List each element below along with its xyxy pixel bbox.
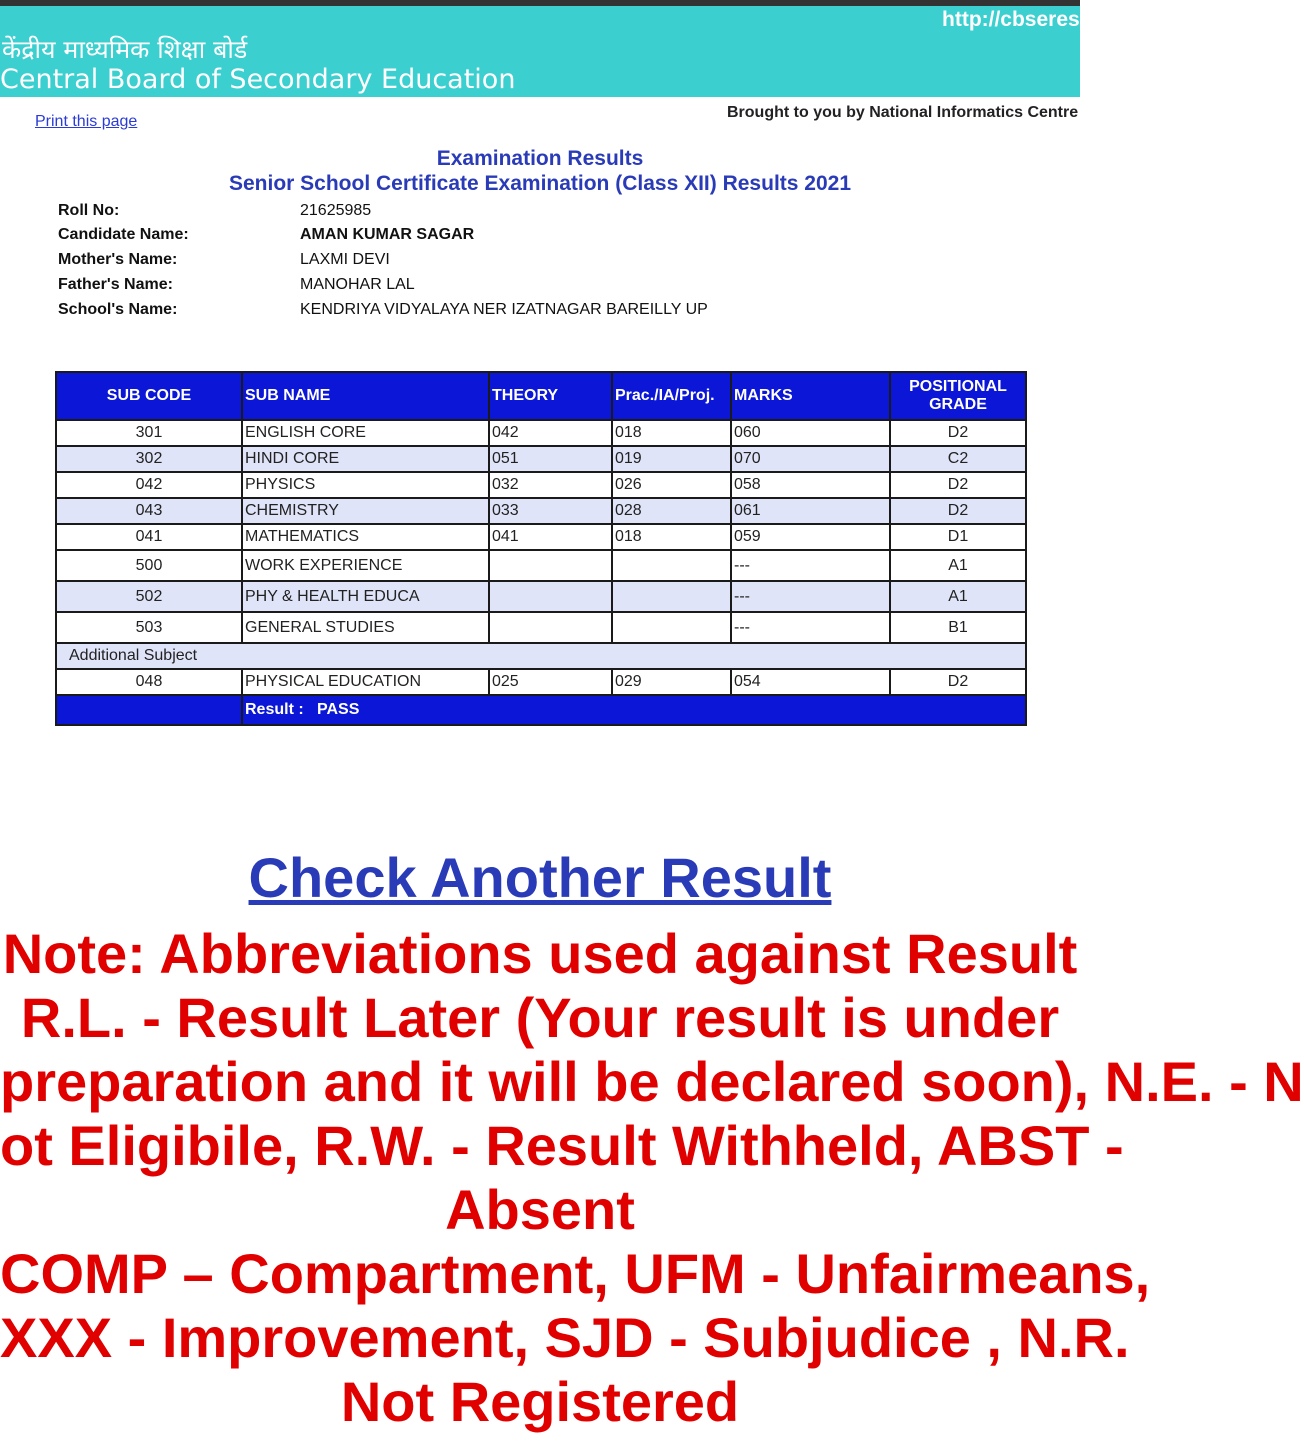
mother-name-value: LAXMI DEVI bbox=[300, 251, 390, 268]
sub-name: ENGLISH CORE bbox=[242, 420, 489, 446]
sub-code: 042 bbox=[56, 472, 242, 498]
sub-name: GENERAL STUDIES bbox=[242, 612, 489, 643]
table-row bbox=[56, 498, 1026, 524]
prac-marks: 028 bbox=[612, 498, 731, 524]
table-row bbox=[56, 472, 1026, 498]
total-marks: 054 bbox=[731, 669, 890, 695]
table-row bbox=[56, 612, 1026, 643]
header-sub-code: SUB CODE bbox=[56, 372, 242, 420]
candidate-name-value: AMAN KUMAR SAGAR bbox=[300, 226, 475, 243]
table-row bbox=[56, 581, 1026, 612]
additional-subject-label: Additional Subject bbox=[56, 643, 1026, 669]
sub-code: 302 bbox=[56, 446, 242, 472]
note-line: preparation and it will be declared soon), N.E. - N bbox=[0, 1050, 1304, 1113]
sub-code: 041 bbox=[56, 524, 242, 550]
brought-by-text: Brought to you by National Informatics Centre bbox=[727, 104, 1079, 121]
grade: A1 bbox=[890, 581, 1026, 612]
total-marks: 061 bbox=[731, 498, 890, 524]
abbreviation-note bbox=[0, 922, 1304, 1434]
marks-table bbox=[55, 371, 1027, 726]
note-line: XXX - Improvement, SJD - Subjudice , N.R. bbox=[0, 1306, 1130, 1369]
candidate-name-label: Candidate Name: bbox=[58, 226, 189, 243]
note-line: Not Registered bbox=[340, 1370, 740, 1433]
theory-marks: 042 bbox=[489, 420, 612, 446]
total-marks: --- bbox=[731, 581, 890, 612]
grade: D2 bbox=[890, 669, 1026, 695]
header-theory: THEORY bbox=[489, 372, 612, 420]
sub-name: PHYSICAL EDUCATION bbox=[242, 669, 489, 695]
result-spacer bbox=[56, 695, 242, 725]
theory-marks: 032 bbox=[489, 472, 612, 498]
roll-no-label: Roll No: bbox=[58, 202, 120, 219]
father-name-value: MANOHAR LAL bbox=[300, 276, 415, 293]
header-marks: MARKS bbox=[731, 372, 890, 420]
sub-name: CHEMISTRY bbox=[242, 498, 489, 524]
prac-marks: 018 bbox=[612, 524, 731, 550]
table-row bbox=[56, 446, 1026, 472]
sub-code: 043 bbox=[56, 498, 242, 524]
theory-marks bbox=[489, 550, 612, 581]
grade: D2 bbox=[890, 472, 1026, 498]
result-cell bbox=[242, 695, 1026, 725]
header-grade-line1: POSITIONAL bbox=[909, 378, 1007, 395]
father-name-label: Father's Name: bbox=[58, 276, 173, 293]
prac-marks bbox=[612, 581, 731, 612]
sub-code: 502 bbox=[56, 581, 242, 612]
note-line: ot Eligibile, R.W. - Result Withheld, ABST - bbox=[0, 1114, 1124, 1177]
prac-marks: 019 bbox=[612, 446, 731, 472]
total-marks: --- bbox=[731, 612, 890, 643]
grade: C2 bbox=[890, 446, 1026, 472]
table-row bbox=[56, 669, 1026, 695]
total-marks: 070 bbox=[731, 446, 890, 472]
header-grade bbox=[890, 372, 1026, 420]
header-grade-line2: GRADE bbox=[929, 396, 987, 413]
total-marks: 059 bbox=[731, 524, 890, 550]
prac-marks: 026 bbox=[612, 472, 731, 498]
table-header-row bbox=[56, 372, 1026, 420]
header-prac: Prac./IA/Proj. bbox=[612, 372, 731, 420]
result-row bbox=[56, 695, 1026, 725]
theory-marks bbox=[489, 612, 612, 643]
sub-code: 301 bbox=[56, 420, 242, 446]
theory-marks: 025 bbox=[489, 669, 612, 695]
table-row bbox=[56, 420, 1026, 446]
result-value: PASS bbox=[317, 701, 360, 718]
print-page-link[interactable]: Print this page bbox=[35, 113, 138, 130]
total-marks: --- bbox=[731, 550, 890, 581]
hindi-title: केंद्रीय माध्यमिक शिक्षा बोर्ड bbox=[2, 35, 248, 64]
additional-subject-row bbox=[56, 643, 1026, 669]
grade: A1 bbox=[890, 550, 1026, 581]
note-line: COMP – Compartment, UFM - Unfairmeans, bbox=[0, 1242, 1151, 1305]
grade: D2 bbox=[890, 498, 1026, 524]
table-row bbox=[56, 550, 1026, 581]
prac-marks: 029 bbox=[612, 669, 731, 695]
theory-marks: 051 bbox=[489, 446, 612, 472]
note-line: Absent bbox=[445, 1178, 635, 1241]
sub-code: 503 bbox=[56, 612, 242, 643]
sub-code: 500 bbox=[56, 550, 242, 581]
prac-marks bbox=[612, 550, 731, 581]
theory-marks bbox=[489, 581, 612, 612]
school-name-value: KENDRIYA VIDYALAYA NER IZATNAGAR BAREILLY UP bbox=[300, 301, 708, 318]
result-label: Result : bbox=[245, 701, 304, 718]
mother-name-label: Mother's Name: bbox=[58, 251, 178, 268]
note-line: Note: Abbreviations used against Result bbox=[2, 922, 1078, 985]
sub-name: HINDI CORE bbox=[242, 446, 489, 472]
header-sub-name: SUB NAME bbox=[242, 372, 489, 420]
prac-marks: 018 bbox=[612, 420, 731, 446]
english-title: Central Board of Secondary Education bbox=[0, 64, 516, 95]
sub-code: 048 bbox=[56, 669, 242, 695]
roll-no-value: 21625985 bbox=[300, 202, 372, 219]
total-marks: 060 bbox=[731, 420, 890, 446]
grade: B1 bbox=[890, 612, 1026, 643]
sub-name: MATHEMATICS bbox=[242, 524, 489, 550]
exam-title: Senior School Certificate Examination (Class XII) Results 2021 bbox=[228, 172, 852, 195]
sub-name: PHYSICS bbox=[242, 472, 489, 498]
prac-marks bbox=[612, 612, 731, 643]
sub-name: WORK EXPERIENCE bbox=[242, 550, 489, 581]
url-text: http://cbseresu bbox=[942, 8, 1093, 31]
results-title: Examination Results bbox=[436, 147, 644, 170]
note-line: R.L. - Result Later (Your result is under bbox=[20, 986, 1060, 1049]
theory-marks: 033 bbox=[489, 498, 612, 524]
theory-marks: 041 bbox=[489, 524, 612, 550]
total-marks: 058 bbox=[731, 472, 890, 498]
sub-name: PHY & HEALTH EDUCA bbox=[242, 581, 489, 612]
grade: D2 bbox=[890, 420, 1026, 446]
grade: D1 bbox=[890, 524, 1026, 550]
cbse-header bbox=[0, 6, 1093, 97]
check-another-result-link[interactable]: Check Another Result bbox=[248, 846, 832, 909]
school-name-label: School's Name: bbox=[58, 301, 178, 318]
table-row bbox=[56, 524, 1026, 550]
